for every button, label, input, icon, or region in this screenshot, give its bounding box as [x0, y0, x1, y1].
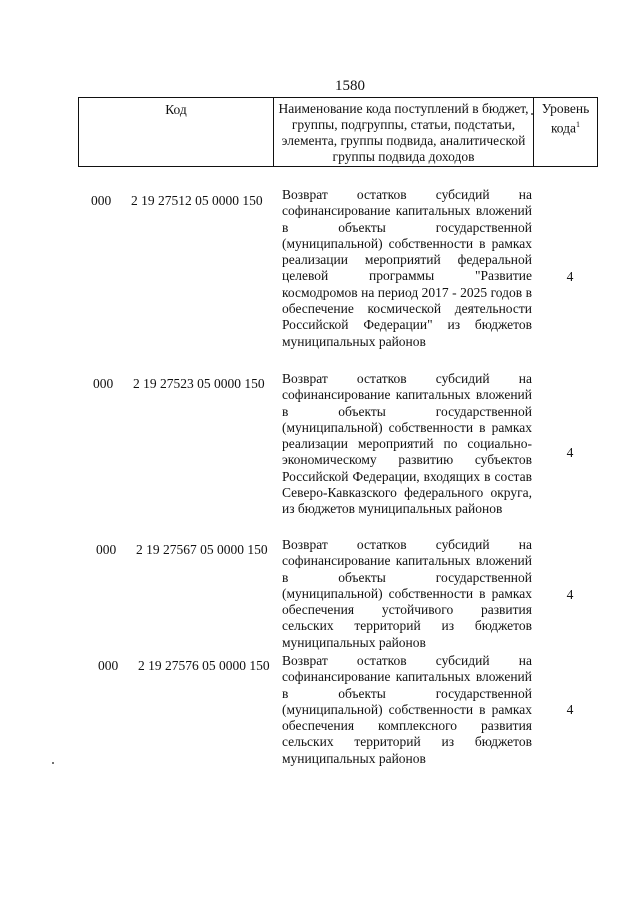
row-revenue-code: 2 19 27576 05 0000 150	[138, 658, 270, 673]
header-level	[534, 98, 597, 166]
header-level-footnote: 1	[576, 120, 581, 129]
row-code	[98, 658, 270, 674]
row-description: Возврат остатков субсидий на софинансирование капитальных вложений в объекты государственной (муниципальной) собственности в рамках обеспечения устойчивого развития сельских территорий из бюджетов муниципальных районов	[282, 537, 532, 650]
row-admin-code: 000	[91, 193, 112, 208]
row-revenue-code: 2 19 27512 05 0000 150	[131, 193, 263, 208]
row-code	[91, 193, 263, 209]
scan-speck	[531, 113, 533, 115]
page-number: 1580	[335, 78, 365, 94]
header-code: Код	[79, 98, 274, 166]
row-level: 4	[566, 445, 574, 460]
row-revenue-code: 2 19 27523 05 0000 150	[133, 376, 265, 391]
table-header	[78, 97, 598, 167]
row-admin-code: 000	[96, 542, 117, 557]
row-level: 4	[566, 269, 574, 284]
row-description: Возврат остатков субсидий на софинансирование капитальных вложений в объекты государственной (муниципальной) собственности в рамках реализации мероприятий федеральной целевой программы "Развитие космодромов на период 2017 - 2025 годов в обеспечение космической деятельности Российской Федерации" из бюджетов муниципальных районов	[282, 187, 532, 349]
row-code	[93, 376, 265, 392]
row-admin-code: 000	[93, 376, 114, 391]
row-level: 4	[566, 702, 574, 717]
row-code	[96, 542, 268, 558]
row-description: Возврат остатков субсидий на софинансирование капитальных вложений в объекты государственной (муниципальной) собственности в рамках реализации мероприятий по социально-экономическому развитию субъектов Российской Федерации, входящих в состав Северо-Кавказского федерального округа, из бюджетов муниципальных районов	[282, 371, 532, 517]
row-description: Возврат остатков субсидий на софинансирование капитальных вложений в объекты государственной (муниципальной) собственности в рамках обеспечения комплексного развития сельских территорий из бюджетов муниципальных районов	[282, 653, 532, 766]
header-name: Наименование кода поступлений в бюджет, группы, подгруппы, статьи, подстатьи, элемента, группы подвида, аналитической группы подвида доходов	[274, 98, 534, 166]
row-revenue-code: 2 19 27567 05 0000 150	[136, 542, 268, 557]
row-level: 4	[566, 587, 574, 602]
row-admin-code: 000	[98, 658, 119, 673]
scan-speck	[52, 762, 54, 764]
header-level-label: Уровень кода	[541, 101, 590, 136]
